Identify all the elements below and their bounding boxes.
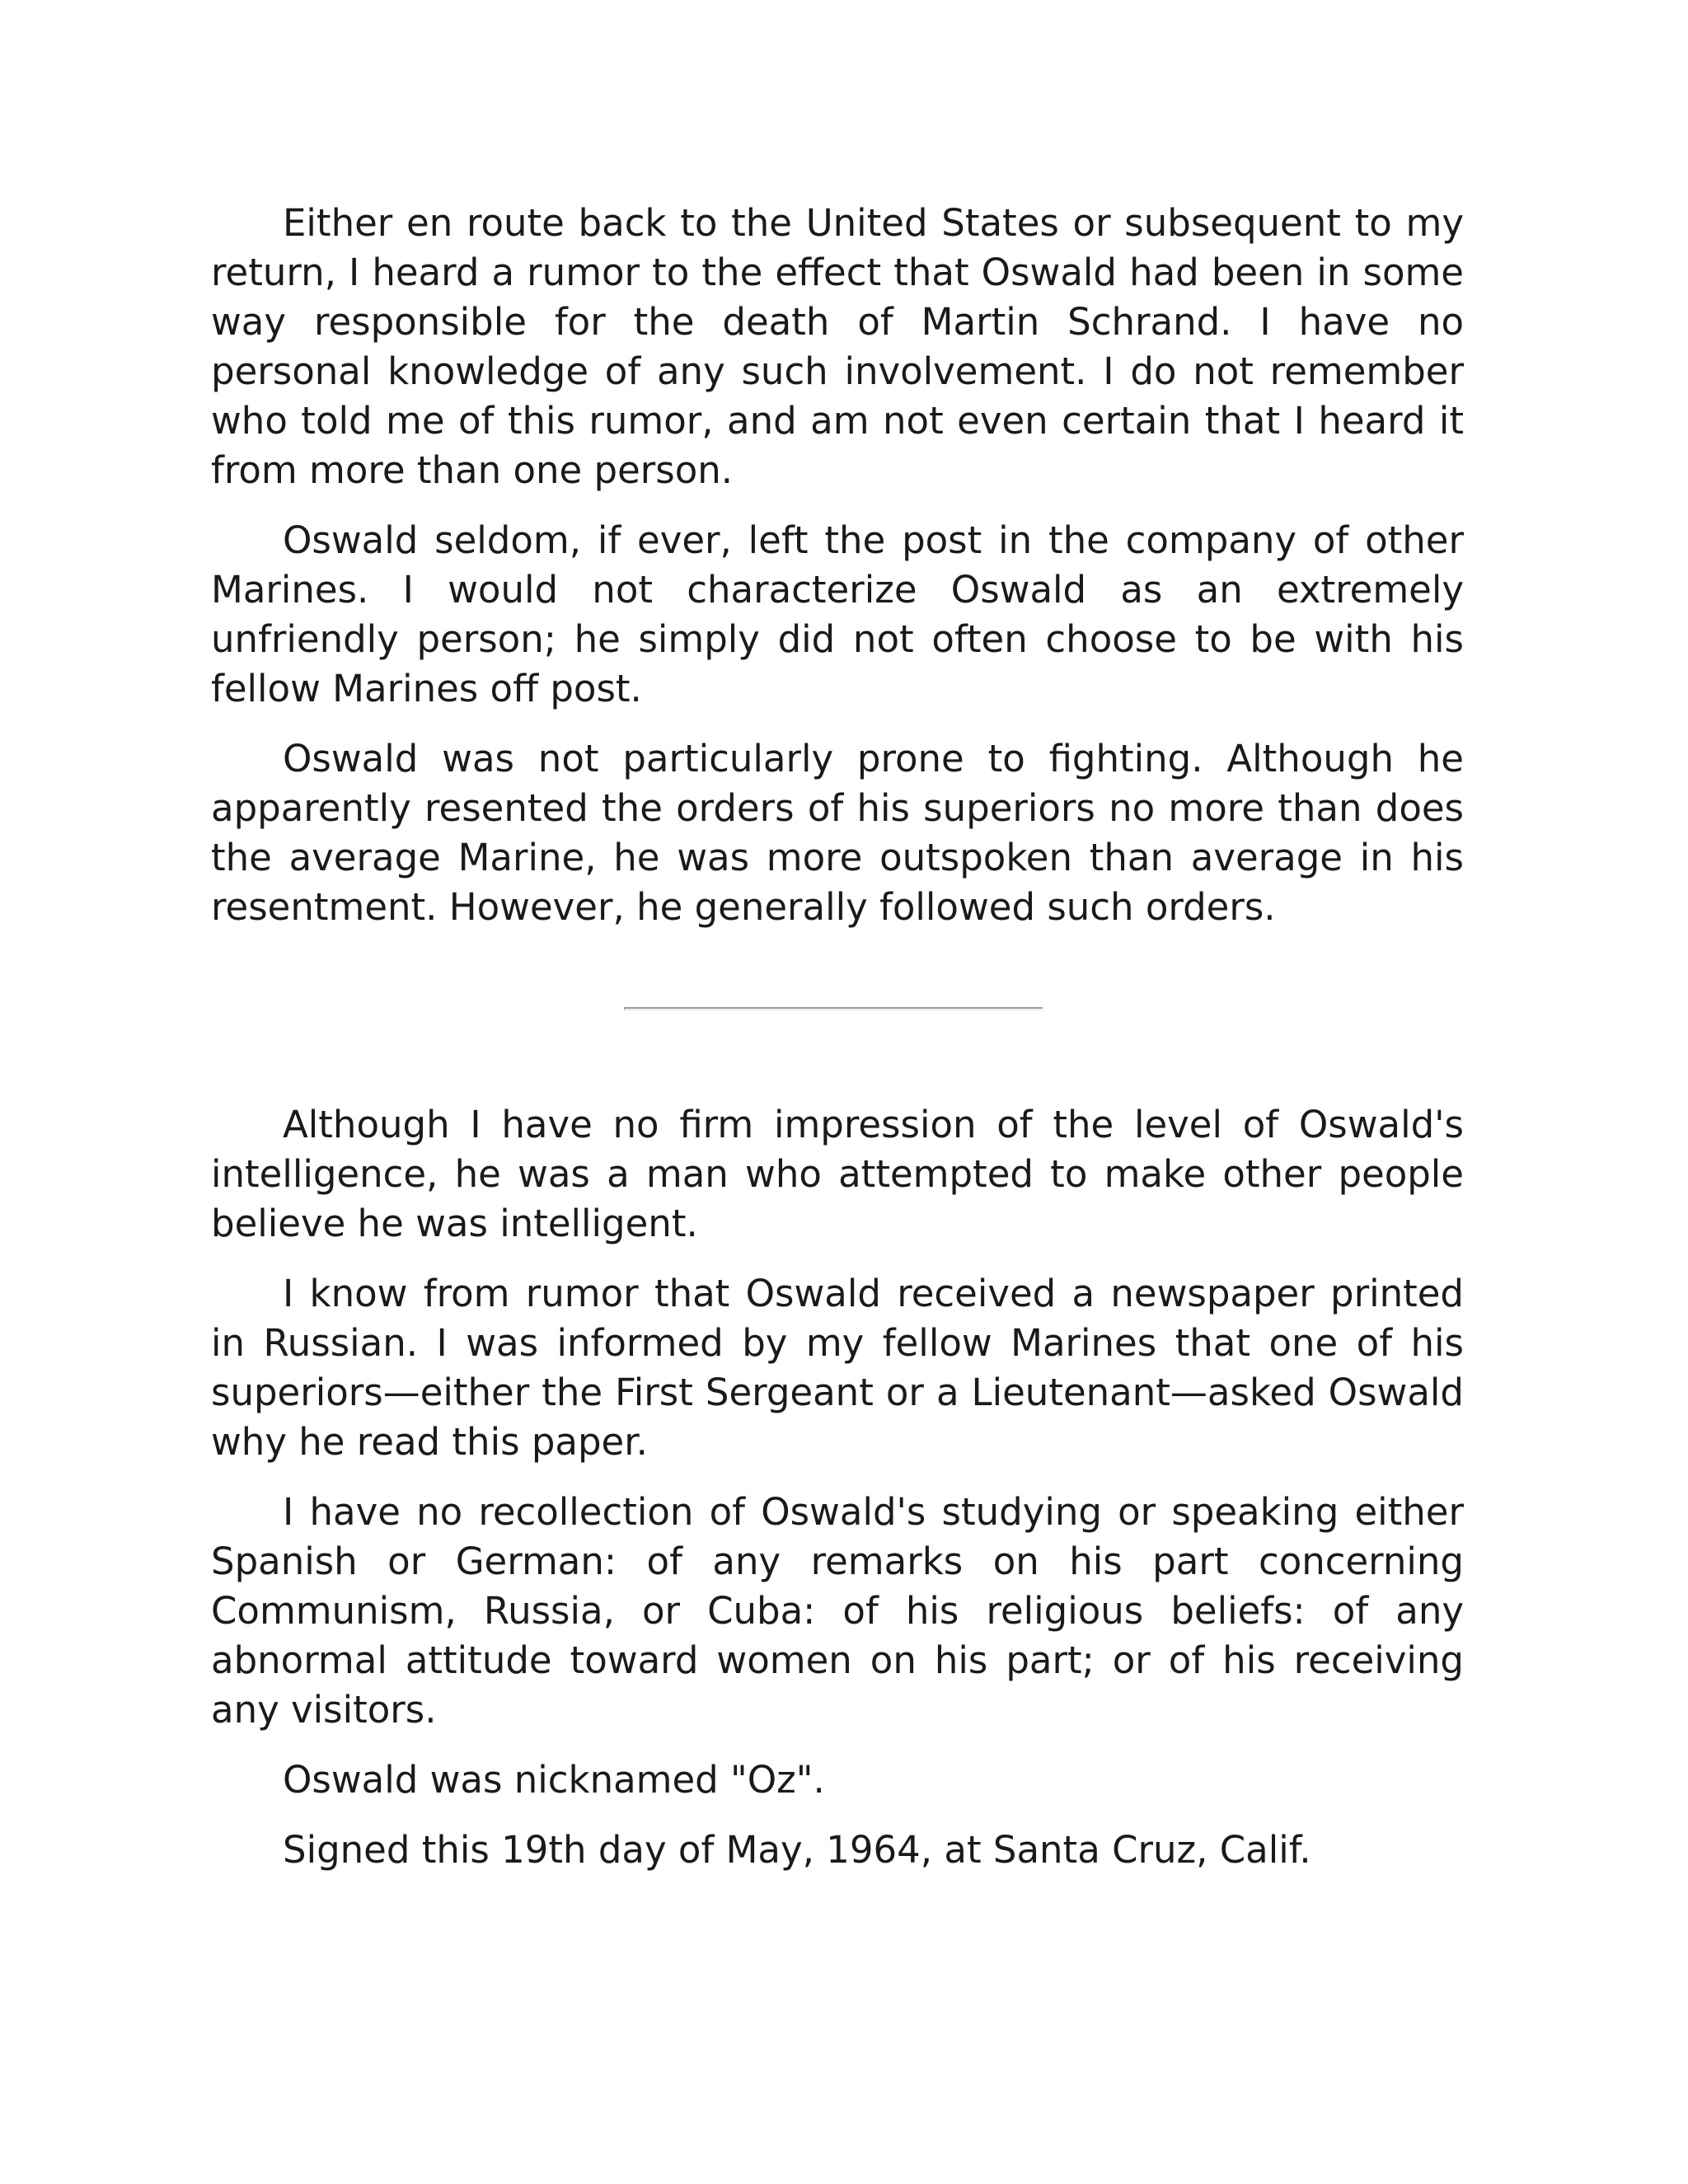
text-section-1 [211,199,1464,953]
paragraph-signature-line: Signed this 19th day of May, 1964, at Santa Cruz, Calif. [283,1828,1311,1872]
paragraph-fighting: Oswald was not particularly prone to fighting. Although he apparently resented the orders of his superiors no more than does the average Marine, he was more outspoken than average in his resentment. However, he generally followed such orders. [211,737,1464,929]
paragraph-rumor-schrand: Either en route back to the United States or subsequent to my return, I heard a rumor to the effect that Oswald had been in some way responsible for the death of Martin Schrand. I have no personal knowledge of any such involvement. I do not remember who told me of this rumor, and am not even certain that I heard it from more than one person. [211,201,1464,492]
paragraph-intelligence: Although I have no firm impression of the level of Oswald's intelligence, he was a man who attempted to make other people believe he was intelligent. [211,1103,1464,1245]
text-section-2 [211,1100,1464,1896]
paragraph-nickname: Oswald was nicknamed "Oz". [283,1758,825,1802]
paragraph-left-post: Oswald seldom, if ever, left the post in the company of other Marines. I would not characterize Oswald as an extremely unfriendly person; he simply did not often choose to be with his fellow Marines off post. [211,518,1464,710]
paragraph-russian-newspaper: I know from rumor that Oswald received a newspaper printed in Russian. I was informed by my fellow Marines that one of his superiors—either the First Sergeant or a Lieutenant—asked Oswald why he read this paper. [211,1272,1464,1464]
section-divider [624,1007,1043,1010]
paragraph-no-recollection: I have no recollection of Oswald's studying or speaking either Spanish or German: of any remarks on his part concerning Communism, Russia, or Cuba: of his religious beliefs: of any abnormal attitude toward women on his part; or of his receiving any visitors. [211,1490,1464,1732]
